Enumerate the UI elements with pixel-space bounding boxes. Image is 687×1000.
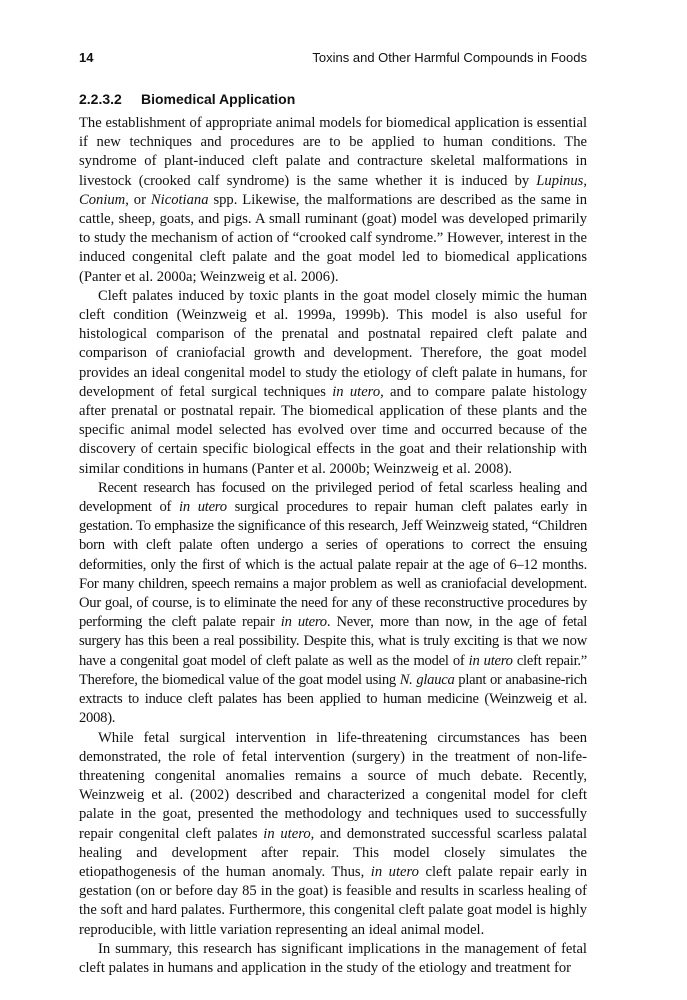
text-run: spp. Likewise, the malformations are described as the same in cattle, sheep, goats, and pigs. A small ruminant (goat) model was developed primarily to study the mechanism of action of “crooked calf syndrome.” However, interest in the induced congenital cleft palate and the goat model led to biomedical applications (Panter et al. 2000a; Weinzweig et al. 2006). [79,191,587,285]
italic-text: N. glauca [399,671,455,688]
text-run: While fetal surgical intervention in life-threatening circumstances has been demonstrated, the role of fetal intervention (surgery) in the treatment of non-life-threatening congenital anomalies remains a source of much debate. Recently, Weinzweig et al. (2002) described and characterized a congenital model for cleft palate in the goat, presented the methodology and techniques used to successfully repair congenital cleft palates [79,729,587,842]
text-run: , [583,172,587,189]
italic-text: in utero [280,614,327,631]
text-run: , or [125,191,151,208]
section-heading [79,91,587,107]
italic-text: Conium [79,191,126,208]
italic-text: in utero [468,652,513,669]
section-number: 2.2.3.2 [79,91,122,107]
text-run: Cleft palates induced by toxic plants in the goat model closely mimic the human cleft condition (Weinzweig et al. 1999a, 1999b). This model is also useful for histological comparison of the prenatal and postnatal repaired cleft palate and comparison of craniofacial growth and development. Therefore, the goat model provides an ideal congenital model to study the etiology of cleft palate in humans, for development of fetal surgical techniques [79,287,587,400]
body-text [79,114,587,978]
text-run: , and demonstrated successful scarless palatal healing and development after repair. This model closely simulates the etiopathogenesis of the human anomaly. Thus, [79,825,587,880]
italic-text: in utero [370,863,419,880]
text-run: surgical procedures to repair human cleft palates early in gestation. To emphasize the significance of this research, Jeff Weinzweig stated, “Children born with cleft palate often undergo a series of operations to correct the ensuing deformities, only the first of which is the actual palate repair at the age of 6–12 months. For many children, speech remains a major problem as well as craniofacial development. Our goal, of course, is to eliminate the need for any of these reconstructive procedures by performing the cleft palate repair [79,499,587,631]
text-run: . Never, more than now, in the age of fetal surgery has this been a real possibility. Despite this, what is truly exciting is that we now have a congenital goat model of cleft palate as well as the model of [79,614,588,669]
text-run: The establishment of appropriate animal models for biomedical application is essential if new techniques and procedures are to be applied to human conditions. The syndrome of plant-induced cleft palate and contracture skeletal malformations in livestock (crooked calf syndrome) is the same whether it is induced by [79,115,587,189]
text-run: Recent research has focused on the privileged period of fetal scarless healing and development of [79,479,587,516]
text-run: , and to compare palate histology after prenatal or postnatal repair. The biomedical application of these plants and the specific animal model selected has evolved over time and occurred because of the discovery of certain specific biological effects in the goat and their relationship with similar conditions in humans (Panter et al. 2000b; Weinzweig et al. 2008). [79,383,588,477]
paragraph [79,479,587,729]
paragraph [79,729,587,940]
italic-text: in utero [263,825,311,842]
running-header [79,50,587,70]
paragraph [79,287,587,479]
page-number: 14 [79,50,94,65]
italic-text: Nicotiana [150,191,209,208]
text-run: In summary, this research has significant implications in the management of fetal cleft palates in humans and application in the study of the etiology and treatment for [79,940,587,976]
italic-text: Lupinus [536,172,584,189]
paragraph [79,940,587,978]
italic-text: in utero [179,499,227,516]
text-run: cleft palate repair early in gestation (on or before day 85 in the goat) is feasible and results in scarless healing of the soft and hard palates. Furthermore, this congenital cleft palate goat model is highly reproducible, with little variation representing an ideal animal model. [79,863,587,938]
text-run: plant or anabasine-rich extracts to induce cleft palates has been applied to human medicine (Weinzweig et al. 2008). [79,671,587,727]
section-title: Biomedical Application [141,91,296,107]
running-title: Toxins and Other Harmful Compounds in Foods [312,50,587,65]
paragraph [79,114,587,287]
text-run: cleft repair.” Therefore, the biomedical value of the goat model using [79,652,587,688]
italic-text: in utero [332,383,381,400]
